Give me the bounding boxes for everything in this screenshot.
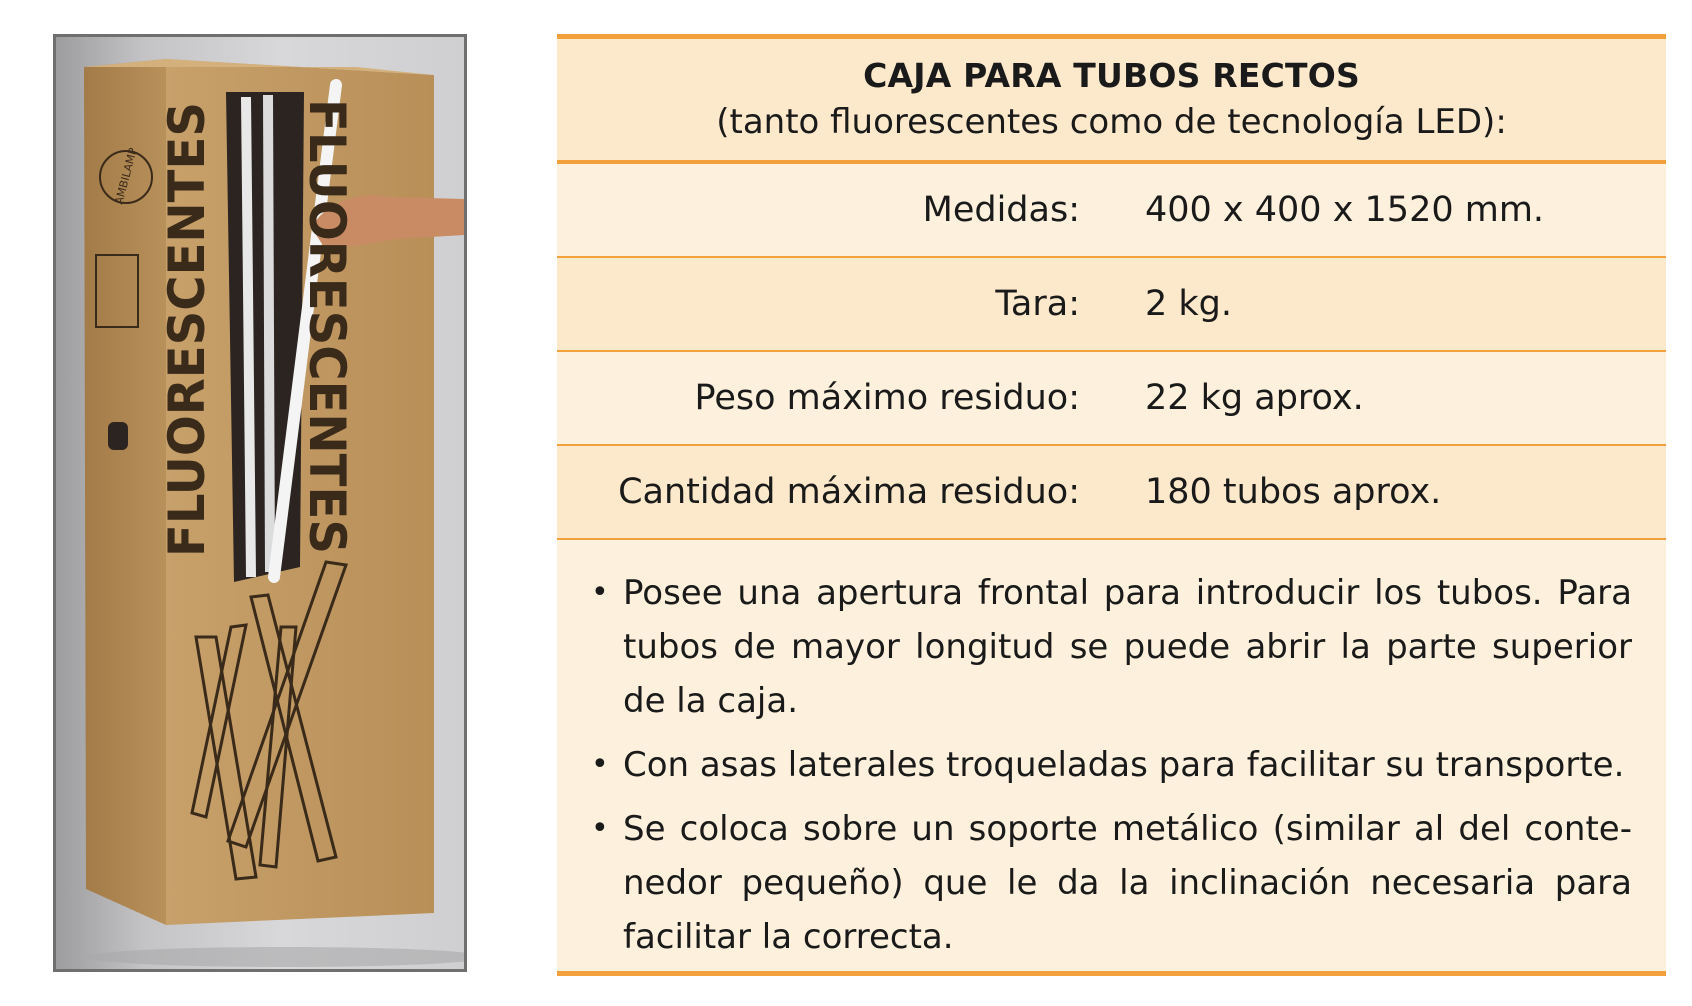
list-item (591, 566, 1632, 728)
box-text-left: FLUORESCENTES (158, 84, 216, 557)
table-title: CAJA PARA TUBOS RECTOS (863, 56, 1360, 95)
product-photo (53, 34, 467, 972)
box-illustration (56, 37, 464, 969)
spec-value: 180 tubos aprox. (1145, 472, 1442, 512)
spec-row-tara (557, 258, 1666, 352)
bullet-icon: • (591, 811, 609, 846)
list-item (591, 738, 1632, 792)
spec-value: 400 x 400 x 1520 mm. (1145, 190, 1545, 230)
feature-text: Posee una apertura frontal para introducir los tubos. Para tubos de mayor longitud se puede abrir la parte superior de la caja. (623, 573, 1632, 721)
box-text-right: FLUORESCENTES (298, 99, 356, 572)
spec-row-medidas (557, 164, 1666, 258)
bullet-icon: • (591, 747, 609, 782)
feature-text: Se coloca sobre un soporte metálico (similar al del conte- nedor pequeño) que le da la inclinación necesaria para facilitar la correcta. (623, 809, 1632, 957)
brand-logo-text: AMBILAMP (112, 146, 140, 206)
handle-cutout (108, 422, 128, 450)
tube-inside-2 (268, 95, 270, 572)
floor-shadow (86, 947, 464, 967)
spec-label: Tara: (995, 284, 1080, 324)
spec-row-cantidad (557, 446, 1666, 540)
feature-text: Con asas laterales troqueladas para facilitar su transporte. (623, 745, 1625, 785)
spec-value: 22 kg aprox. (1145, 378, 1364, 418)
bullet-icon: • (591, 575, 609, 610)
spec-table (557, 34, 1666, 976)
list-item (591, 802, 1632, 964)
spec-label: Medidas: (922, 190, 1080, 230)
table-subtitle: (tanto fluorescentes como de tecnología LED): (716, 102, 1507, 142)
tube-inside-1 (246, 97, 251, 577)
spec-row-peso (557, 352, 1666, 446)
table-header (557, 39, 1666, 164)
spec-value: 2 kg. (1145, 284, 1233, 324)
feature-list (557, 540, 1666, 964)
spec-label: Peso máximo residuo: (694, 378, 1080, 418)
spec-label: Cantidad máxima residuo: (618, 472, 1080, 512)
